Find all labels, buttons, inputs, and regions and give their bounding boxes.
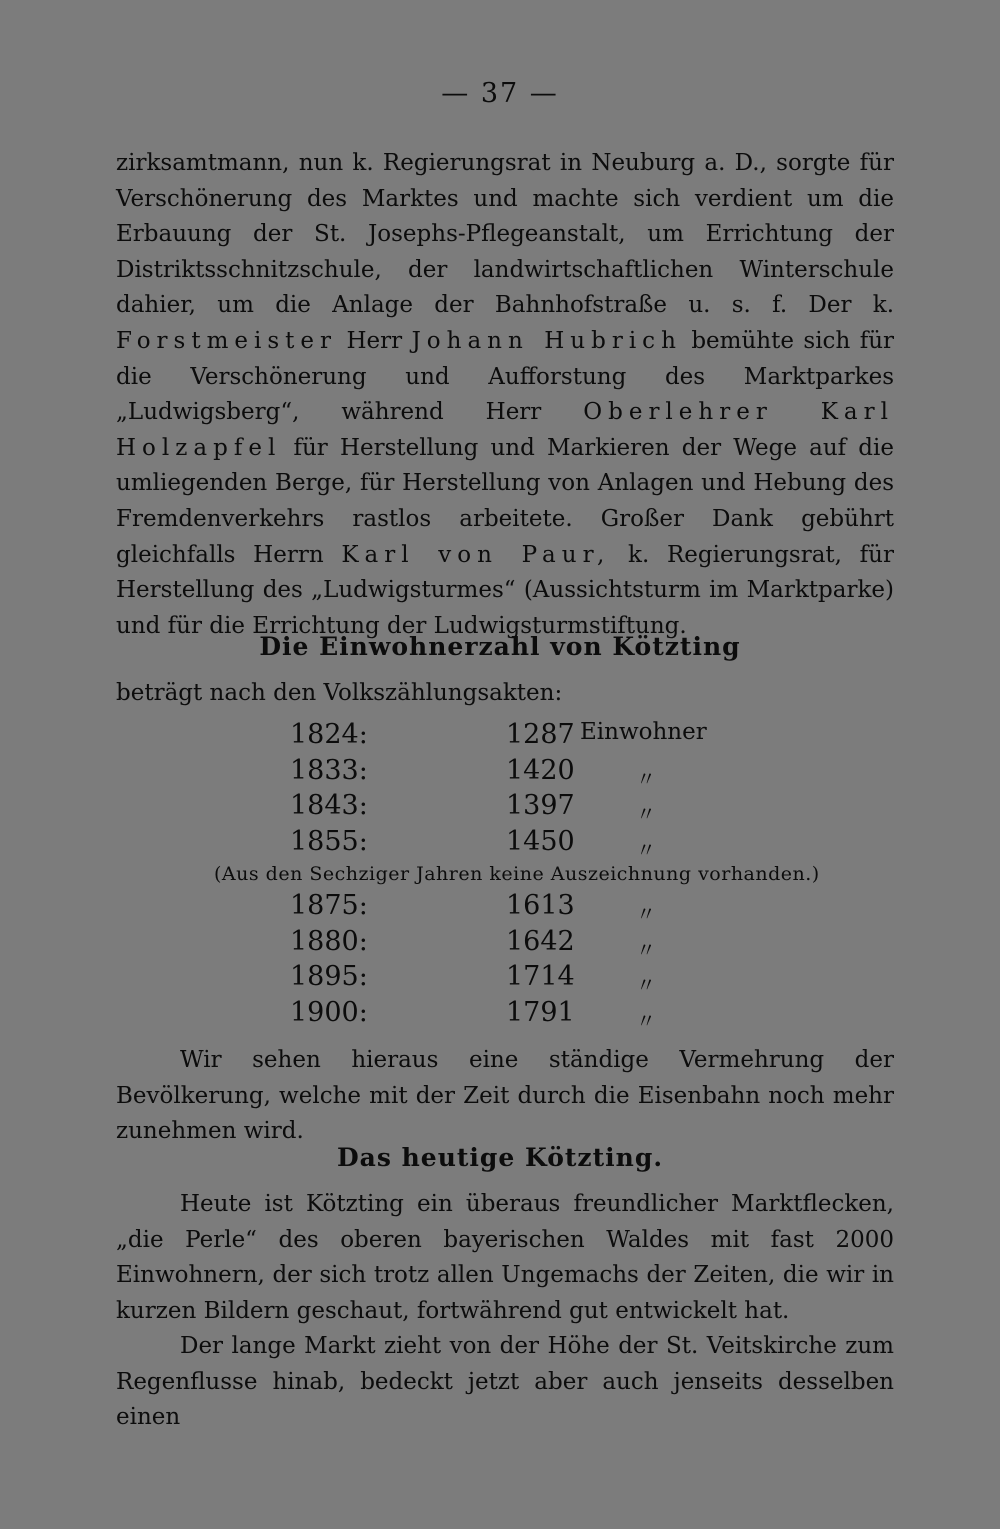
count-cell: 1450 <box>506 825 575 857</box>
year-cell: 1833: <box>290 754 368 786</box>
text-run: bemühte sich für die Verschönerung und Aufforstung des Marktparkes „Ludwigsberg“, während Herr <box>116 327 895 426</box>
unit-cell: 〃 <box>636 973 656 997</box>
count-cell: 1287 <box>506 719 575 750</box>
paragraph-today: Heute ist Kötzting ein überaus freundlicher Marktflecken, „die Perle“ des oberen bayerischen Waldes mit fast 2000 Einwohnern, der sich trotz allen Ungemachs der Zeiten, die wir in kurzen Bildern geschaut, fortwährend gut entwickelt hat. <box>116 1191 894 1324</box>
table-row <box>0 755 1000 789</box>
count-cell: 1397 <box>506 790 575 821</box>
text-run: zirksamtmann, nun k. Regierungsrat in Neuburg a. D., sorgte für Verschönerung des Marktes und machte sich verdient um die Erbauung der St. Josephs-Pflegeanstalt, um Errichtung der Distriktsschnitzschule, der landwirtschaftlichen Winterschule dahier, um die Anlage der Bahnhofstraße u. s. f. Der k. <box>116 150 894 319</box>
page-number: — 37 — <box>441 78 559 109</box>
text-run: Herr <box>337 327 412 354</box>
unit-cell: 〃 <box>636 766 656 791</box>
table-row <box>0 826 1000 860</box>
section-heading-today: Das heutige Kötzting. <box>336 1143 664 1172</box>
year-cell: 1824: <box>290 719 368 750</box>
unit-cell: 〃 <box>636 802 656 826</box>
unit-cell: 〃 <box>636 937 656 962</box>
text-run: für Herstellung und Markieren der Wege auf die umliegenden Berge, für Herstellung von Anlagen und Hebung des Fremdenverkehrs rastlos arbeitete. Großer Dank gebührt gleichfalls Herrn <box>116 434 894 568</box>
section-heading-population: Die Einwohnerzahl von Kötzting <box>259 632 741 661</box>
count-cell: 1714 <box>506 961 575 992</box>
year-cell: 1855: <box>290 825 368 857</box>
table-row <box>0 926 1000 960</box>
paragraph-benefactors <box>116 146 894 644</box>
year-cell: 1875: <box>290 890 368 921</box>
count-cell: 1420 <box>506 754 575 786</box>
spaced-name: Karl von Paur, <box>341 541 611 568</box>
unit-cell: 〃 <box>636 837 656 862</box>
table-row <box>0 961 1000 995</box>
count-cell: 1642 <box>506 925 575 957</box>
paragraph-market: Der lange Markt zieht von der Höhe der St. Veitskirche zum Regenflusse hinab, bedeckt jetzt aber auch jenseits desselben einen <box>116 1333 894 1431</box>
year-cell: 1880: <box>290 925 368 957</box>
count-cell: 1613 <box>506 890 575 921</box>
unit-cell: Einwohner <box>580 719 707 745</box>
unit-cell: 〃 <box>636 1008 656 1033</box>
spaced-name: Oberlehrer Karl Holzapfel <box>116 399 894 461</box>
spaced-name: Johann Hubrich <box>411 327 682 354</box>
spaced-name: Forstmeister <box>116 327 338 354</box>
year-cell: 1900: <box>290 996 368 1028</box>
year-cell: 1843: <box>290 790 368 821</box>
table-row <box>0 997 1000 1031</box>
table-row <box>0 890 1000 924</box>
year-cell: 1895: <box>290 961 368 992</box>
text-run: k. Regierungsrat, für Herstellung des „Ludwigsturmes“ (Aussichtsturm im Marktparke) und für die Errichtung der Ludwigsturmstiftung. <box>116 541 894 639</box>
table-row <box>0 719 1000 753</box>
table-row <box>0 790 1000 824</box>
count-cell: 1791 <box>506 996 575 1028</box>
unit-cell: 〃 <box>636 902 656 926</box>
table-intro: beträgt nach den Volkszählungsakten: <box>116 680 563 706</box>
paragraph-conclusion: Wir sehen hieraus eine ständige Vermehrung der Bevölkerung, welche mit der Zeit durch die Eisenbahn noch mehr zunehmen wird. <box>116 1047 894 1145</box>
table-note: (Aus den Sechziger Jahren keine Auszeichnung vorhanden.) <box>214 863 820 885</box>
